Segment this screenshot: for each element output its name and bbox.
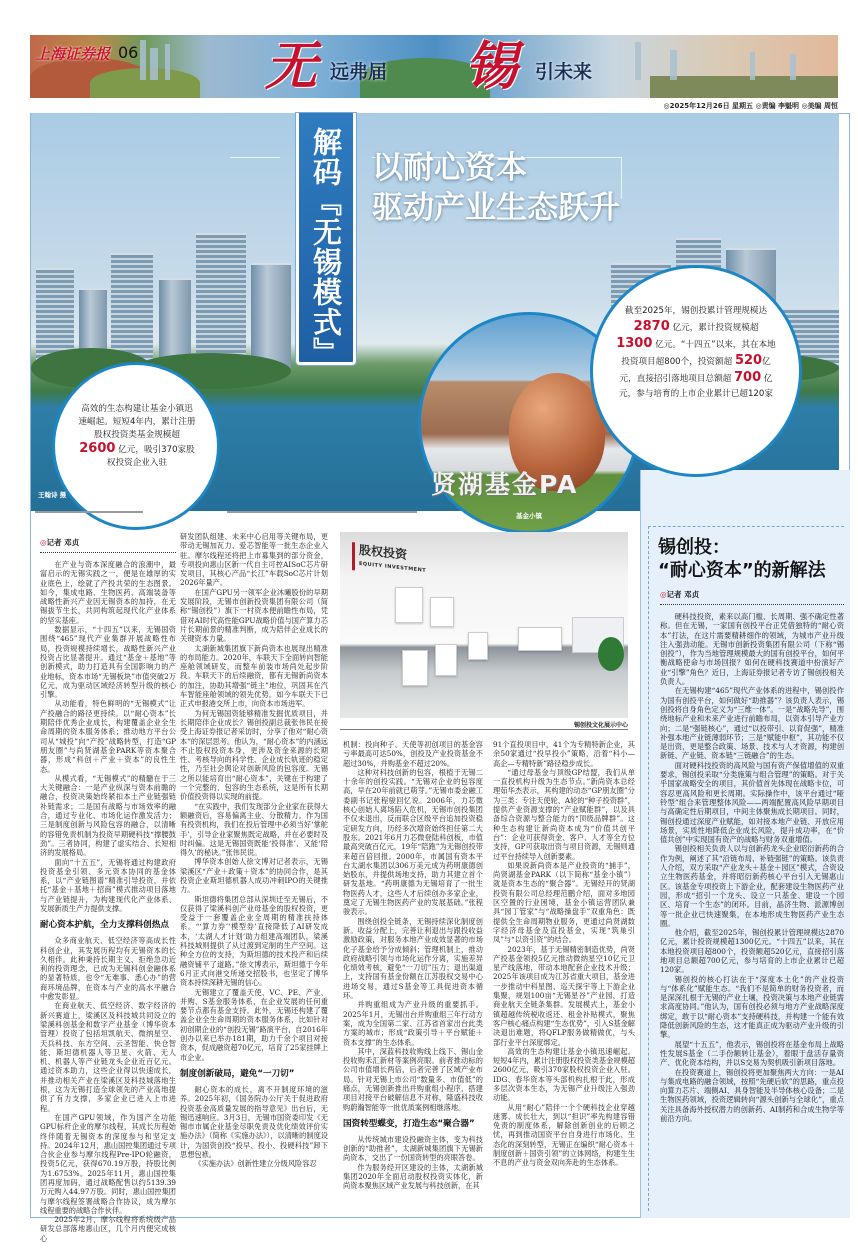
- series-ribbon: [296, 113, 356, 365]
- series-title: 解码『无锡模式』: [309, 127, 343, 367]
- paragraph: 从模式看，“无锡模式”的精髓在于三大关键融合：一是产业纵深与资本前瞻的融合，投资决策始终紧扣本土产业链强链补链需求；二是国有战略与市场效率的融合，通过专业化、市场化运作激发活力；三是制度创新与风险包容的融合，以清晰的容错免责机制为投资早期硬科技“撑腰鼓劲”。三者协同，构建了虚实结合、长短相济的发展格局。: [40, 773, 176, 858]
- display-board: [468, 632, 488, 660]
- paragraph: 围绕创投全链条，无锡持续深化制度创新。收益分配上，完善让利退出与跟投收益激励政策，对服务本地产业成效显著的市场化子基金给予分成倾斜；管理机制上，推动政府战略引领与市场化运作分离，实施差异化绩效考核，避免“一刀切”压力；退出渠道上，支持国有基金份额在江苏股权交易中心进场交易，通过S基金等工具促进资本循环。: [343, 916, 483, 1001]
- divider: [227, 511, 417, 513]
- city-ground-image: [650, 76, 838, 98]
- tower-image: [165, 44, 170, 80]
- section-heading: 耐心资本护航，全力支撑科创热点: [40, 920, 169, 931]
- paragraph: 从用“耐心”陪伴一个个硬科技企业穿越迷雾、成长壮大，到以“担识”率先构建容错免责的制度体系，解除创新创业的后顾之忧，再到推动国资平台自身进行市场化、生态化的深刻转型，无锡正在编织“耐心资本＋制度创新＋国资引领”的立体网络，构建生生不息的产业与资金双向奔赴的生态体系。: [493, 1102, 635, 1168]
- callout-circle-left: [52, 362, 220, 530]
- highlight-number: 1300: [616, 336, 653, 351]
- callout-circle-right: [590, 265, 802, 477]
- paragraph: 数据显示，“十四五”以来，无锡国资围绕“465”现代产业集群开展战略性布局，投资规模持续增长，战略性新兴产业投资占比显著提升。通过“基金＋基地”等创新模式，助力打造具有全国影响力的产业地标，资本市场“无锡板块”市值突破2万亿元，成为驱动区域经济转型升级的核心引擎。: [40, 625, 176, 700]
- callout-segment: 截至2025年，锡创投累计管理规模达: [624, 306, 768, 316]
- byline-author: 记者 邓贞: [666, 590, 700, 599]
- photo-credit: 王翰诗 摄: [38, 491, 67, 499]
- byline-mark: ◎: [660, 590, 667, 599]
- paragraph: 91个直投项目中，41个为专精特新企业，其余50家通过“投早投小”策略，沿着“科小—高企—专精特新”路径稳步成长。: [493, 740, 635, 768]
- headline-line-1: 以耐心资本: [372, 150, 527, 186]
- divider: [340, 729, 628, 730]
- byline-mark: ◎: [40, 538, 47, 547]
- slogan-part-2: 引未来: [535, 61, 593, 83]
- highlight-number: 2870: [633, 319, 670, 334]
- byline: [660, 590, 844, 605]
- tower-image: [750, 52, 755, 80]
- divider: [621, 157, 622, 199]
- paragraph: 博华资本创始人徐文博对记者表示，无锡梁溪区“产业＋政策＋资本”的协同合作，是其投资企业斯坦德机器人成功冲刺IPO的关键推力。: [180, 857, 328, 895]
- byline-author: 记者 邓贞: [46, 538, 80, 547]
- page-number: 06: [118, 43, 139, 62]
- paragraph: 高效的生态构建让基金小镇迅速崛起。短短4年内，累计注册股权投资类基金规模超2600亿元，吸引370家股权投资企业入驻。IDG、春华资本等头部机构扎根于此，形成多层次资本生态，为无锡产业升级注入强劲动能。: [493, 1046, 635, 1103]
- paragraph: 机制：投向种子、天使等初创项目的基金容亏率最高可达50%，创投及产业投资基金不超过30%，并购基金不超过20%。: [343, 740, 483, 768]
- paragraph: 面向“十五五”，无锡将通过构建政府投资基金引领、多元资本协同的基金体系，以“产业链图谱”精准引导投资，并依托“基金＋基地＋招商”模式推动项目落地与产业链提升，为构建现代化产业体系、发展新质生产力提供支撑。: [40, 857, 176, 913]
- headline-line-2: 驱动产业生态跃升: [372, 190, 620, 226]
- section-heading: 国资转型蝶变，打造生态“聚合器”: [343, 1118, 475, 1129]
- paragraph: 在国产GPU领域，作为国产全功能GPU标杆企业的摩尔线程，其成长历程始终伴随着无锡资本的深度参与和坚定支持。2024年12月，惠山国控集团通过专项合伙企业参与摩尔线程Pre-IPO轮融资，投资5亿元，获得670.19万股，持股比例为1.6753%。2025年11月，惠山国控集团再度加码，通过战略配售以约5139.39万元购入44.97万股。同时，惠山国控集团与摩尔线程签署战略合作协议，成为摩尔线程重要的战略合作伙伴。: [40, 1112, 176, 1215]
- callout-segment: 亿元，累计投资规模超: [669, 323, 759, 333]
- paragraph: 并购重组成为产业升级的重要抓手。2025年1月，无锡出台并购重组三年行动方案，成为全国第二家、江苏省首家出台此类方案的城市；形成“政策引导＋平台赋能＋资本支撑”的生态体系。: [343, 1000, 483, 1047]
- tower-image: [140, 40, 146, 80]
- building: [196, 233, 246, 368]
- callout-segment: 高效的生态构建让基金小镇迅速崛起。短短4年内，累计注册股权投资类基金规模超: [78, 404, 196, 440]
- paragraph: 他介绍，截至2025年，锡创投累计管理规模达2870亿元，累计投资规模超1300亿元。“十四五”以来，其在本地投资项目超800个，投资额超520亿元，直接招引落地项目总额超700亿元，参与培育的上市企业累计已超120家。: [660, 928, 844, 975]
- article-column-2: [180, 532, 328, 1216]
- dateline: ◎2025年12月26日 星期五 ◎责编 李魁明 ◎美编 周恒: [663, 102, 838, 110]
- paragraph: 《实施办法》创新性建立分级风险容忍: [194, 1159, 317, 1169]
- divider: [230, 157, 280, 158]
- paragraph: 从传统城市建设投融资主体，变为科技创新的“助推者”，太湖新城集团旗下无锡新尚资本，交出了一份国资转型的亮眼答卷。: [343, 1134, 483, 1163]
- paragraph: 面对硬科技投资的高风险与国有资产保值增值的双重要求，锡创投采取“分类施策与组合管理”的策略。对于关乎国家战略安全的项目，其价值首先体现在战略卡位，可容忍更高风险和更长周期。实际操作中，该平台通过“哑铃型”组合来管理整体风险——两端配置高风险早期项目与高确定性后期项目，中间主体聚焦成长期项目。同时，锡创投通过深度产业赋能，如对接本地产业链、开放应用场景，实质性地降低企业成长风险，提升成功率，在“价值共创”中实现国有资产的战略与财务双重增值。: [660, 760, 844, 845]
- article-column-4: [493, 740, 635, 1216]
- building: [251, 263, 291, 368]
- side-article-body: [660, 590, 844, 1214]
- paragraph: 这种对科技创新的包容，根植于无锡二十余年的创投实践。“无锡对企业的包容度高，早在20年前就已萌芽。”无锡市委金融工委副书记张程骏回忆说。2006年，力芯微核心创始人离场陷入危机，无锡市创投集团不仅未退出，反而联合区级平台追加投资稳定研发方向，历经多次增资始终担任第二大股东。2021年6月力芯微登陆科创板，市值最高突破百亿元，19年“陪跑”为无锡创投带来超百倍回报。2000年，市属国有资本平台太湖水集团以306万美元成为药明康德创始股东，并提供场地支持，助力其建立首个研发基地。“药明康德为无锡培育了一批生物医药人才，这些人才后续创办多家企业，奠定了无锡生物医药产业的发展基础。”张程骏表示。: [343, 767, 483, 917]
- paragraph: 耐心资本的成长，离不开制度环境的滋养。2025年初，《国务院办公厅关于促进政府投资基金高质量发展的指导意见》出台后，无锡迅速响应。3月3日，无锡市国资委印发《无锡市市属企业基金尽职免责及优化绩效评价实施办法》（简称《实施办法》），以清晰的制度设计，为国资创投“投早、投小、投硬科技”卸下思想包袱。: [180, 1084, 328, 1159]
- callout-text: [615, 304, 777, 402]
- side-article-title: [658, 536, 846, 582]
- paragraph: “通过母基金与顶级GP结盟，我们从单一直投机构升级为生态节点。”新尚资本总经理茹华杰表示，其构建的动态“GP朋友圈”分为三类：专注天使轮、A轮的“种子投资群”，提供产业资源支撑的“产业赋能群”，以及具备综合资源与整合能力的“顶级品牌群”。这种生态构建让新尚资本成为“价值共创平台”：企业可获得资金、客户、人才等全方位支持，GP可获取出资与项目资源，无锡则通过平台持续导入创新要素。: [493, 767, 635, 861]
- display-board: [402, 650, 428, 686]
- paragraph: 研发团队组建、未来中心启用等关键布局，更带动无锡加瓦力、爱芯智能等一批生态企业入驻。摩尔线程还将把上市募集到的部分资金，专项投向惠山区新一代自主可控AISoC芯片研发项目，其核心产品“长江”车载SoC芯片计划2026年量产。: [180, 532, 328, 588]
- callout-text: [77, 403, 197, 470]
- paragraph: 硬科技投资，素来以高门槛、长周期、强不确定性著称。但在无锡，一家国有创投平台正凭借独特的“耐心资本”打法，在这片需要精耕细作的领域，为城市产业升级注入强劲动能。无锡市创新投资集团有限公司（下称“锡创投”），作为当地管理规模最大的国有创投平台，如何平衡战略使命与市场回报？如何在硬科技赛道中扮演好产业“引擎”角色？近日，上海证券报记者专访了锡创投相关负责人。: [660, 612, 844, 687]
- paragraph: 在无锡构建“465”现代产业体系的进程中，锡创投作为国有创投平台，如何做好“助推器”？该负责人表示，锡创投将自身角色定义为“三维一体”。一是“战略先导”，围绕地标产业和未来产业进行前瞻布局，以资本引导产业方向；二是“强链核心”，通过“以投带引、以育促强”，精准补强本地产业链薄弱环节；三是“赋能中枢”，其功能不仅是出资，更是整合政策、场景、技术与人才资源，构建创新链、产业链、资本链“三链融合”的生态。: [660, 686, 844, 761]
- paragraph: 太湖新城集团旗下新尚资本也展现出精准的布局能力。2020年，车联天下全面转向智能座舱领域研发，而整车前装市场尚处起步阶段。车联天下的后续融资，都有无锡新尚资本的加注，协助其增强“链主”地位，巩固其在汽车智能座舱领域的领先优势。如今车联天下已正式申报港交所上市，向资本市场进军。: [180, 643, 328, 709]
- paragraph: 在产业与资本深度融合的浪潮中，最富启示的无锡实践之一，便是在雄厚的实业底色上，绘就了产投共荣的生态图景。如今，集成电路、生物医药、高端装备等战略性新兴产业因无锡资本的加持，在无锡拔节生长，共同构筑起现代化产业体系的坚实基座。: [40, 560, 176, 625]
- callout-segment: 亿元，直接招引落地项目总额超: [619, 357, 771, 384]
- paragraph: 展望“十五五”，他表示，锡创投将在基金布局上战略性发展S基金（二手份额转让基金），着眼于盘活存量资产、优化资本结构，并以S交易为契机吸引新项目落地。: [660, 1039, 844, 1068]
- exhibition-hall-photo: [340, 532, 628, 718]
- article-column-1: [40, 538, 176, 1243]
- paragraph: 其中，深蓝科技收购线上线下、锡山金投收购禾汇新材等案例亮眼。前者推动标的公司市值增长两倍，后者完善了区域产业布局。针对无锡上市公司“数量多、市值低”的痛点，无锡创新推出并购重组小程序，搭建项目对接平台破解信息不对称，隆盛科技收购蔚瀚智能等一批优质案例相继落地。: [343, 1046, 483, 1112]
- highlight-number: 2600: [79, 441, 116, 456]
- callout-segment: 亿元，吸引370家股权投资企业入驻: [106, 445, 195, 468]
- paragraph: 从动能看，特色鲜明的“无锡模式”让产投融合的路径更持续。以“耐心资本”长期陪伴优秀企业成长，构建覆盖企业全生命周期的资本服务体系；推动地方平台公司从“城投”向“产投”战略转型，打造“GP朋友圈”与尚贤湖基金PARK等资本聚合器，形成“科创＋产业＋资本”的良性生态。: [40, 699, 176, 774]
- display-shelf: [518, 627, 562, 651]
- photo-caption: 锡创投文化展示中心: [573, 722, 628, 729]
- side-title-line-2: “耐心资本”的新解法: [658, 560, 826, 581]
- article-column-3: [343, 740, 483, 1216]
- paragraph: “在实践中，我们发现部分企业家在获得大额融资后，容易偏离主业、分散精力。作为国有投资机构，我们在投后管理中必须当好‘掌舵手’，引导企业家聚焦既定战略，并在必要时及时纠偏。这是无锡国资既能‘投得准’、又能‘陪得久’的秘诀。”张伟民说。: [180, 801, 328, 858]
- masthead-banner: [30, 35, 838, 98]
- wall-sign-title: 股权投资: [359, 542, 408, 562]
- display-board: [435, 644, 457, 676]
- tower-image: [670, 50, 677, 80]
- photo-caption: 基金小镇: [516, 512, 542, 520]
- divider: [35, 511, 143, 513]
- paragraph: 众多商业航天、低空经济等高成长性科创企业，其发展历程均有无锡资本的长久相伴。此种秉持长期主义、拒绝急功近利的投资理念，已成为无锡科创金融体系的显著特质，也令“无难事、悉心办”的营商环境品牌，在资本与产业的高水平融合中愈发彰显。: [40, 936, 176, 1002]
- tower-image: [790, 54, 796, 80]
- slogan-char-xi: 锡: [465, 36, 518, 97]
- byline: [40, 538, 176, 553]
- paragraph: 在国产GPU另一领军企业沐曦股份的早期发展阶段，无锡市创新投资集团有限公司（简称“锡创投”）旗下一村资本便前瞻性布局，凭借对AI时代高性能GPU战略价值与国产算力芯片长期前景的精准判断，成为陪伴企业成长的关键资本力量。: [180, 587, 328, 644]
- display-board: [395, 587, 423, 623]
- paragraph: 作为服务经开区建设的主体，太湖新城集团2020年全面启动股权投资实体化，新尚资本聚焦区域产业发展与科技创新，在其: [343, 1162, 483, 1191]
- paragraph: 在商业航天、低空经济、数字经济的新兴赛道上，梁溪区及科技城共同设立的梁溪科创基金和数字产业基金（博华资本管理）投资了包括坦凯航天、微纳星空、天兵科技、东方空间、云圣智能、快仓智能、斯坦德机器人等卫星、火箭、无人机、机器人等产业链龙头企业近百亿元。通过资本助力，这些企业得以快速成长，并推动相关产业在梁溪区及科技城落地生根，这为无锡打造全球领先的产业高地提供了有力支撑，多家企业已进入上市进程。: [40, 1001, 176, 1113]
- paragraph: 2025年2月，摩尔线程将系统级产品研发总部落地惠山区，几个月内便完成核心: [40, 1215, 176, 1243]
- slogan-char-wu: 无: [265, 36, 318, 97]
- section-heading: 制度创新破局，避免“一刀切”: [180, 1068, 295, 1079]
- paragraph: 锡创投的核心打法在于“深度本土化”的产业投资与“体系化”赋能生态。“我们不是简单的财务投资者，而是深深扎根于无锡的产业土壤，投资决策与本地产业链需求高度协同。”他认为，国有创投必须与地方产业战略深度绑定，敢于以“耐心资本”支持硬科技，并构建一个能有效降低创新风险的生态，这才能真正成为驱动产业升级的引擎。: [660, 974, 844, 1040]
- highlight-number: 520: [734, 353, 763, 368]
- paragraph: 2023年，基于无锡精密制造优势，尚贤产投基金领投5亿元推动微纳星空10亿元卫星产线落地，带动本地配套企业技术升级；2025年该项目成为江苏省重大项目，基金进一步推动中科星图、巡天探宇等上下游企业集聚，规划100亩“无锡星谷”产业园，打造商业航天全链条集群。发展模式上，基金小镇超越传统税收返还、租金补贴模式，聚焦客户核心痛点构建“生态优势”，引入S基金解决退出难题，将QFLP服务做精做优，与头部行业平台深度绑定。: [493, 944, 635, 1047]
- callout-segment: 亿元，参与培育的上市企业累计已超120家: [619, 374, 773, 399]
- paragraph: 在投资赛道上，锡创投将更加聚焦两大方向：一是AI与集成电路的融合领域，按照“先硬后软”的思路，重点投向算力芯片、端侧AI、具身智能及半导体核心设备；二是生物医药领域，投资逻辑转向“源头创新与全球化”，重点关注具备海外授权潜力的创新药、AI制药和合成生物学等前沿方向。: [660, 1067, 844, 1124]
- paragraph: 无锡建立了覆盖天使、VC、PE、产业、并购、S基金服务体系，在企业发展的任何重要节点都有基金支持。此外，无锡还构建了覆盖企业全生命周期的资本服务体系，比如针对初创期企业的“创投无锡”路演平台，自2016年创办以来已举办181期，助力千余个项目对接资本，促成融资超70亿元，培育了25家挂牌上市企业。: [180, 987, 328, 1062]
- paragraph: 斯坦德将集团总部从深圳迁至无锡后，不仅获得了梁溪科创产业母基金的股权投资，更受益于一套覆盖企业全周期的精准扶持体系。“‘算力券’‘模型券’直接降低了AI研发成本，‘太湖人才计划’助力组建高端团队，梁溪科技城则提供了从过渡到定制的生产空间。这种全方位的支持，为斯坦德的技术投产和后续融资铺平了道路。”徐文博表示，斯坦德于今年6月正式向港交所递交招股书，也坚定了博华资本持续深耕无锡的信心。: [180, 894, 328, 988]
- paragraph: 为何无锡国资能够精准发掘优质项目，并长期陪伴企业成长？锡创投副总裁张伟民在接受上海证券报记者采访时，分享了他对“耐心资本”的深层思考。他认为，“耐心资本”的内涵远不止股权投资本身，更涉及资金来源的长期性、考核导向的科学性、企业成长轨迹的稳定性，乃至社会舆论对创新风险的包容度。无锡之所以能培育出“耐心资本”，关键在于构建了一个完整的、包容的生态系统，这是所有长期价值投资得以实现的前提。: [180, 708, 328, 802]
- main-headline: [372, 148, 620, 228]
- newspaper-logo: 上海证券报: [35, 45, 111, 63]
- tower-image: [150, 48, 158, 80]
- paragraph: 如果说新尚资本是产业投资的“捕手”，尚贤湖基金PARK（以下简称“基金小镇”）就是资本生态的“聚合器”。无锡经开的贤湖投资有限公司总经理范鹏介绍，面对多地园区空置的行业困境，基金小镇运营团队兼具“园丁管家”与“战略操盘手”双重角色：既提供全生命周期物业服务，更通过尚贤湖数字经济母基金及直投基金，实现“筑巢引凤”与“以资引资”的结合。: [493, 860, 635, 945]
- wall-sign: [352, 542, 426, 578]
- tower-image: [635, 42, 641, 80]
- callout-segment: 亿元。“十四五”以来，其在本地投资项目超800个，投资额超: [621, 340, 776, 367]
- highlight-number: 700: [733, 370, 762, 385]
- wall-sign-subtitle: EQUITY INVESTMENT: [359, 560, 427, 574]
- fund-park-sign: 贤湖基金PA: [431, 470, 579, 499]
- plant-image: [598, 637, 624, 671]
- paragraph: 锡创投相关负责人以与创新药龙头企业昭衍新药的合作为例，阐述了其“沿链布局、补链强链”的策略。该负责人介绍，双方采取“产业龙头＋基金＋园区”模式，合资设立生物医药基金，并将昭衍新药核心平台引入无锡惠山区。该基金专项投资上下游企业，配套建设生物医药产业园，形成“招引一个龙头、设立一只基金、建设一个园区、培育一个生态”的闭环。目前，晶济生物、派源博创等一批企业已快速聚集，在本地形成生物医药产业生态圈。: [660, 844, 844, 928]
- slogan-part-1: 远弗届: [330, 61, 388, 83]
- side-title-line-1: 锡创投：: [658, 537, 730, 558]
- display-board: [430, 597, 454, 627]
